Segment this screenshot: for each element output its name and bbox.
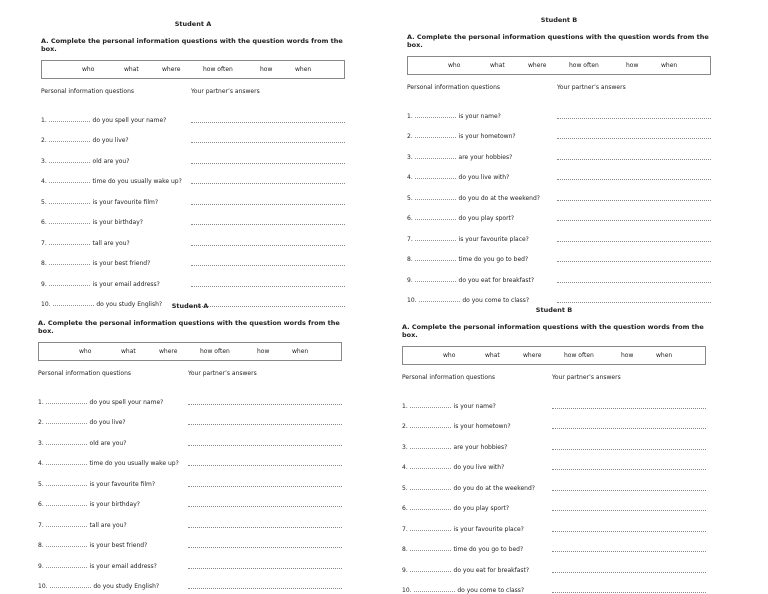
answer-line[interactable] <box>557 214 711 221</box>
question-row <box>41 103 345 124</box>
answer-line[interactable] <box>557 132 711 139</box>
column-questions: Personal information questions <box>38 370 131 377</box>
worksheet-student-b-top <box>407 16 711 304</box>
answer-line[interactable] <box>191 198 345 205</box>
question-text: 1. ………………… is your name? <box>407 112 501 120</box>
question-row <box>41 247 345 268</box>
question-row <box>38 426 342 447</box>
answer-line[interactable] <box>188 398 342 405</box>
question-text: 8. ………………… is your best friend? <box>38 542 148 549</box>
question-text: 8. ………………… time do you go to bed? <box>402 546 524 553</box>
word-how: how <box>260 66 273 73</box>
question-text: 6. ………………… do you play sport? <box>402 505 510 512</box>
question-text: 4. ………………… do you live with? <box>402 464 505 471</box>
worksheet-heading: Student B <box>540 16 578 24</box>
question-text: 2. ………………… is your hometown? <box>402 423 511 430</box>
question-row <box>38 549 342 570</box>
word-what: what <box>124 66 139 73</box>
answer-line[interactable] <box>552 545 706 552</box>
answer-line[interactable] <box>188 562 342 569</box>
word-box <box>41 60 345 79</box>
answer-line[interactable] <box>188 500 342 507</box>
answer-line[interactable] <box>188 582 342 589</box>
answer-line[interactable] <box>191 136 345 143</box>
answer-line[interactable] <box>188 521 342 528</box>
question-text: 9. ………………… do you eat for breakfast? <box>402 566 530 574</box>
column-headers <box>38 370 342 377</box>
word-who: who <box>79 348 92 355</box>
question-list <box>38 385 342 590</box>
answer-line[interactable] <box>191 116 345 123</box>
answer-line[interactable] <box>188 480 342 487</box>
question-row <box>38 529 342 550</box>
question-row <box>38 447 342 468</box>
question-row <box>407 161 711 182</box>
question-row <box>38 467 342 488</box>
question-row <box>41 124 345 145</box>
question-text: 2. ………………… do you live? <box>41 137 129 144</box>
answer-line[interactable] <box>552 566 706 573</box>
answer-line[interactable] <box>557 296 711 303</box>
question-text: 8. ………………… time do you go to bed? <box>407 256 529 263</box>
answer-line[interactable] <box>552 463 706 470</box>
question-row <box>402 471 706 492</box>
question-row <box>41 206 345 227</box>
question-text: 2. ………………… do you live? <box>38 419 126 426</box>
word-how: how <box>621 352 634 359</box>
answer-line[interactable] <box>191 280 345 287</box>
question-row <box>407 99 711 120</box>
instruction-text: A. Complete the personal information questions with the question words from the box. <box>41 37 343 53</box>
answer-line[interactable] <box>552 443 706 450</box>
question-row <box>402 389 706 410</box>
question-row <box>402 430 706 451</box>
word-box <box>38 342 342 361</box>
word-what: what <box>490 62 505 69</box>
question-list <box>402 389 706 594</box>
answer-line[interactable] <box>552 484 706 491</box>
answer-line[interactable] <box>552 586 706 593</box>
word-what: what <box>485 352 500 359</box>
answer-line[interactable] <box>552 422 706 429</box>
question-row <box>38 385 342 406</box>
question-text: 9. ………………… is your email address? <box>41 280 160 288</box>
column-answers: Your partner’s answers <box>188 370 257 377</box>
question-row <box>38 508 342 529</box>
column-headers <box>402 374 706 381</box>
answer-line[interactable] <box>191 259 345 266</box>
question-text: 10. ………………… do you come to class? <box>402 587 525 594</box>
question-row <box>407 202 711 223</box>
question-text: 4. ………………… time do you usually wake up? <box>41 178 182 185</box>
question-text: 10. ………………… do you study English? <box>38 583 160 590</box>
question-text: 3. ………………… old are you? <box>41 157 130 165</box>
column-headers <box>407 84 711 91</box>
question-row <box>407 140 711 161</box>
question-text: 5. ………………… is your favourite film? <box>38 480 156 488</box>
question-row <box>41 144 345 165</box>
word-how-often: how often <box>200 348 230 355</box>
word-who: who <box>448 62 461 69</box>
question-text: 4. ………………… time do you usually wake up? <box>38 460 179 467</box>
answer-line[interactable] <box>188 439 342 446</box>
question-row <box>41 267 345 288</box>
word-how-often: how often <box>569 62 599 69</box>
question-row <box>407 181 711 202</box>
word-how: how <box>257 348 270 355</box>
question-list <box>407 99 711 304</box>
question-text: 10. ………………… do you study English? <box>41 301 163 308</box>
question-row <box>402 574 706 594</box>
question-row <box>402 451 706 472</box>
question-row <box>402 553 706 574</box>
question-row <box>38 406 342 427</box>
answer-line[interactable] <box>188 418 342 425</box>
answer-line[interactable] <box>191 218 345 225</box>
question-row <box>407 263 711 284</box>
question-text: 5. ………………… is your favourite film? <box>41 198 159 206</box>
question-row <box>407 222 711 243</box>
word-where: where <box>523 352 542 359</box>
worksheet-heading: Student A <box>174 20 212 28</box>
column-answers: Your partner’s answers <box>552 374 621 381</box>
word-what: what <box>121 348 136 355</box>
question-text: 6. ………………… do you play sport? <box>407 215 515 222</box>
word-where: where <box>528 62 547 69</box>
question-text: 6. ………………… is your birthday? <box>38 501 140 508</box>
worksheet-heading: Student A <box>171 302 209 310</box>
word-when: when <box>295 66 312 73</box>
question-text: 10. ………………… do you come to class? <box>407 297 530 304</box>
answer-line[interactable] <box>188 541 342 548</box>
question-text: 7. ………………… tall are you? <box>41 239 130 247</box>
instruction-text: A. Complete the personal information questions with the question words from the box. <box>38 319 340 335</box>
question-list <box>41 103 345 308</box>
answer-line[interactable] <box>557 276 711 283</box>
question-text: 3. ………………… old are you? <box>38 439 127 447</box>
question-row <box>402 492 706 513</box>
question-row <box>38 488 342 509</box>
answer-line[interactable] <box>191 177 345 184</box>
question-text: 1. ………………… is your name? <box>402 402 496 410</box>
question-row <box>41 185 345 206</box>
answer-line[interactable] <box>557 173 711 180</box>
question-text: 1. ………………… do you spell your name? <box>38 398 164 406</box>
word-how-often: how often <box>203 66 233 73</box>
question-text: 7. ………………… tall are you? <box>38 521 127 529</box>
word-who: who <box>443 352 456 359</box>
column-questions: Personal information questions <box>41 88 134 95</box>
question-row <box>407 284 711 305</box>
answer-line[interactable] <box>557 153 711 160</box>
word-when: when <box>656 352 673 359</box>
column-questions: Personal information questions <box>407 84 500 91</box>
answer-line[interactable] <box>191 239 345 246</box>
column-questions: Personal information questions <box>402 374 495 381</box>
question-row <box>41 226 345 247</box>
answer-line[interactable] <box>557 194 711 201</box>
word-how: how <box>626 62 639 69</box>
question-text: 9. ………………… is your email address? <box>38 562 157 570</box>
column-headers <box>41 88 345 95</box>
answer-line[interactable] <box>191 157 345 164</box>
question-row <box>407 120 711 141</box>
word-box <box>402 346 706 365</box>
word-where: where <box>162 66 181 73</box>
question-text: 2. ………………… is your hometown? <box>407 133 516 140</box>
word-how-often: how often <box>564 352 594 359</box>
column-answers: Your partner’s answers <box>557 84 626 91</box>
word-when: when <box>292 348 309 355</box>
answer-line[interactable] <box>557 235 711 242</box>
question-row <box>407 243 711 264</box>
question-row <box>41 165 345 186</box>
worksheet-student-a-bottom <box>38 302 342 590</box>
answer-line[interactable] <box>557 255 711 262</box>
answer-line[interactable] <box>188 459 342 466</box>
instruction-text: A. Complete the personal information questions with the question words from the box. <box>407 33 709 49</box>
question-text: 7. ………………… is your favourite place? <box>407 235 529 243</box>
question-text: 6. ………………… is your birthday? <box>41 219 143 226</box>
worksheet-student-a-top <box>41 20 345 308</box>
worksheet-student-b-bottom <box>402 306 706 594</box>
question-text: 9. ………………… do you eat for breakfast? <box>407 276 535 284</box>
question-text: 8. ………………… is your best friend? <box>41 260 151 267</box>
answer-line[interactable] <box>552 402 706 409</box>
word-when: when <box>661 62 678 69</box>
worksheet-heading: Student B <box>535 306 573 314</box>
question-text: 5. ………………… do you do at the weekend? <box>407 194 540 202</box>
question-text: 3. ………………… are your hobbies? <box>407 153 513 161</box>
question-text: 5. ………………… do you do at the weekend? <box>402 484 535 492</box>
question-row <box>38 570 342 591</box>
question-text: 4. ………………… do you live with? <box>407 174 510 181</box>
answer-line[interactable] <box>557 112 711 119</box>
column-answers: Your partner’s answers <box>191 88 260 95</box>
word-box <box>407 56 711 75</box>
answer-line[interactable] <box>552 525 706 532</box>
word-where: where <box>159 348 178 355</box>
question-text: 1. ………………… do you spell your name? <box>41 116 167 124</box>
question-row <box>402 533 706 554</box>
question-text: 3. ………………… are your hobbies? <box>402 443 508 451</box>
question-row <box>402 410 706 431</box>
answer-line[interactable] <box>552 504 706 511</box>
word-who: who <box>82 66 95 73</box>
question-row <box>402 512 706 533</box>
question-text: 7. ………………… is your favourite place? <box>402 525 524 533</box>
instruction-text: A. Complete the personal information questions with the question words from the box. <box>402 323 704 339</box>
